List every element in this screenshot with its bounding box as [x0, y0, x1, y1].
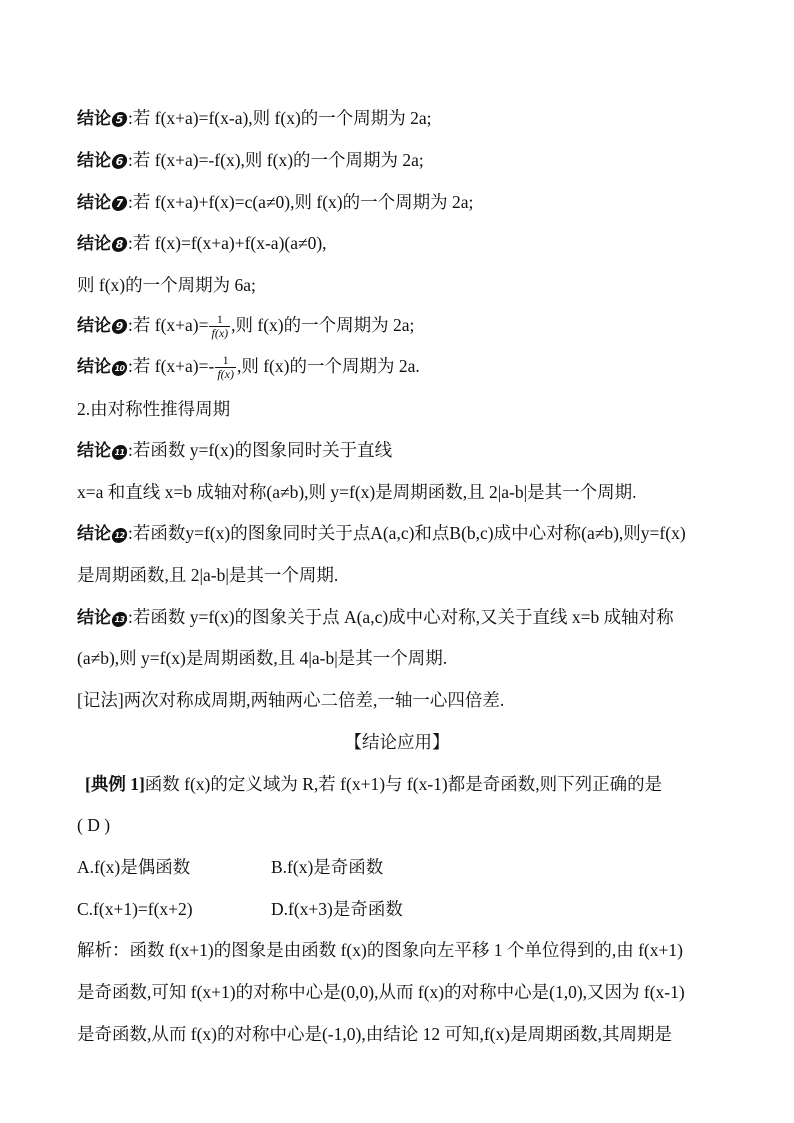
conclusion-text: :若函数 y=f(x)的图象关于点 A(a,c)成中心对称,又关于直线 x=b 成轴对称: [128, 607, 674, 627]
options-row-2: [77, 897, 722, 921]
option-c: C.f(x+1)=f(x+2): [77, 899, 193, 919]
number-badge: 8: [111, 237, 129, 252]
number-badge: 9: [111, 319, 129, 334]
conclusion-keyword: 结论: [77, 151, 111, 171]
fraction-numerator: 1: [209, 313, 230, 327]
fraction-denominator: f(x): [211, 326, 229, 341]
number-badge: 12: [111, 528, 129, 543]
solution-line-1: 解析：函数 f(x+1)的图象是由函数 f(x)的图象向左平移 1 个单位得到的,由 f(x+1): [77, 940, 683, 960]
conclusion-10: [77, 354, 722, 381]
example-question: [85, 772, 722, 796]
example-label: [典例 1]: [85, 774, 145, 794]
number-badge: 11: [111, 445, 129, 460]
number-badge: 10: [111, 361, 129, 376]
conclusion-text: :若 f(x)=f(x+a)+f(x-a)(a≠0),: [128, 233, 327, 253]
fraction: [209, 313, 230, 340]
fraction-denominator: f(x): [217, 367, 234, 382]
solution-line-3: 是奇函数,从而 f(x)的对称中心是(-1,0),由结论 12 可知,f(x)是周期函数,其周期是: [77, 1024, 672, 1044]
conclusion-text-end: ,则 f(x)的一个周期为 2a;: [231, 315, 415, 335]
number-badge: 6: [111, 154, 129, 169]
answer-bracket: ( D ): [77, 815, 111, 835]
section-heading: 2.由对称性推得周期: [77, 399, 231, 419]
conclusion-12-continued: 是周期函数,且 2|a-b|是其一个周期.: [77, 565, 339, 585]
conclusion-text: :若函数 y=f(x)的图象同时关于直线: [128, 440, 393, 460]
conclusion-text: :若函数y=f(x)的图象同时关于点A(a,c)和点B(b,c)成中心对称(a≠b),则y=f(x): [128, 523, 686, 543]
option-b: B.f(x)是奇函数: [271, 857, 384, 877]
conclusion-keyword: 结论: [77, 316, 111, 336]
number-badge: 7: [111, 196, 129, 211]
conclusion-text: :若 f(x+a)=-f(x),则 f(x)的一个周期为 2a;: [128, 150, 424, 170]
options-row-1: [77, 855, 722, 879]
conclusion-text: :若 f(x+a)=f(x-a),则 f(x)的一个周期为 2a;: [128, 108, 432, 128]
conclusion-8: [77, 231, 722, 256]
conclusion-11-continued: x=a 和直线 x=b 成轴对称(a≠b),则 y=f(x)是周期函数,且 2|a-b|是其一个周期.: [77, 482, 637, 502]
fraction: [215, 354, 236, 381]
solution-line-2: 是奇函数,可知 f(x+1)的对称中心是(0,0),从而 f(x)的对称中心是(1,0),又因为 f(x-1): [77, 982, 685, 1002]
conclusion-9: [77, 313, 722, 340]
conclusion-keyword: 结论: [77, 608, 111, 628]
conclusion-12: [77, 521, 722, 546]
conclusion-text: :若 f(x+a)=: [128, 315, 209, 335]
conclusion-text: :若 f(x+a)+f(x)=c(a≠0),则 f(x)的一个周期为 2a;: [128, 192, 474, 212]
conclusion-13-continued: (a≠b),则 y=f(x)是周期函数,且 4|a-b|是其一个周期.: [77, 648, 448, 668]
conclusion-text-end: ,则 f(x)的一个周期为 2a.: [236, 356, 420, 376]
mnemonic: [记法]两次对称成周期,两轴两心二倍差,一轴一心四倍差.: [77, 690, 505, 710]
conclusion-keyword: 结论: [77, 109, 111, 129]
conclusion-keyword: 结论: [77, 193, 111, 213]
conclusion-keyword: 结论: [77, 357, 111, 377]
number-badge: 13: [111, 612, 129, 627]
fraction-numerator: 1: [215, 354, 236, 368]
conclusion-11: [77, 438, 722, 463]
number-badge: 5: [111, 112, 129, 127]
option-a: A.f(x)是偶函数: [77, 857, 191, 877]
conclusion-8-continued: 则 f(x)的一个周期为 6a;: [77, 275, 256, 295]
conclusion-keyword: 结论: [77, 524, 111, 544]
conclusion-keyword: 结论: [77, 441, 111, 461]
conclusion-5: [77, 106, 722, 131]
conclusion-keyword: 结论: [77, 234, 111, 254]
conclusion-13: [77, 605, 722, 630]
option-d: D.f(x+3)是奇函数: [271, 899, 403, 919]
conclusion-6: [77, 148, 722, 173]
conclusion-text: :若 f(x+a)=-: [128, 356, 215, 376]
conclusion-7: [77, 190, 722, 215]
application-heading: 【结论应用】: [344, 732, 450, 752]
example-text: 函数 f(x)的定义域为 R,若 f(x+1)与 f(x-1)都是奇函数,则下列正确的是: [144, 774, 663, 794]
